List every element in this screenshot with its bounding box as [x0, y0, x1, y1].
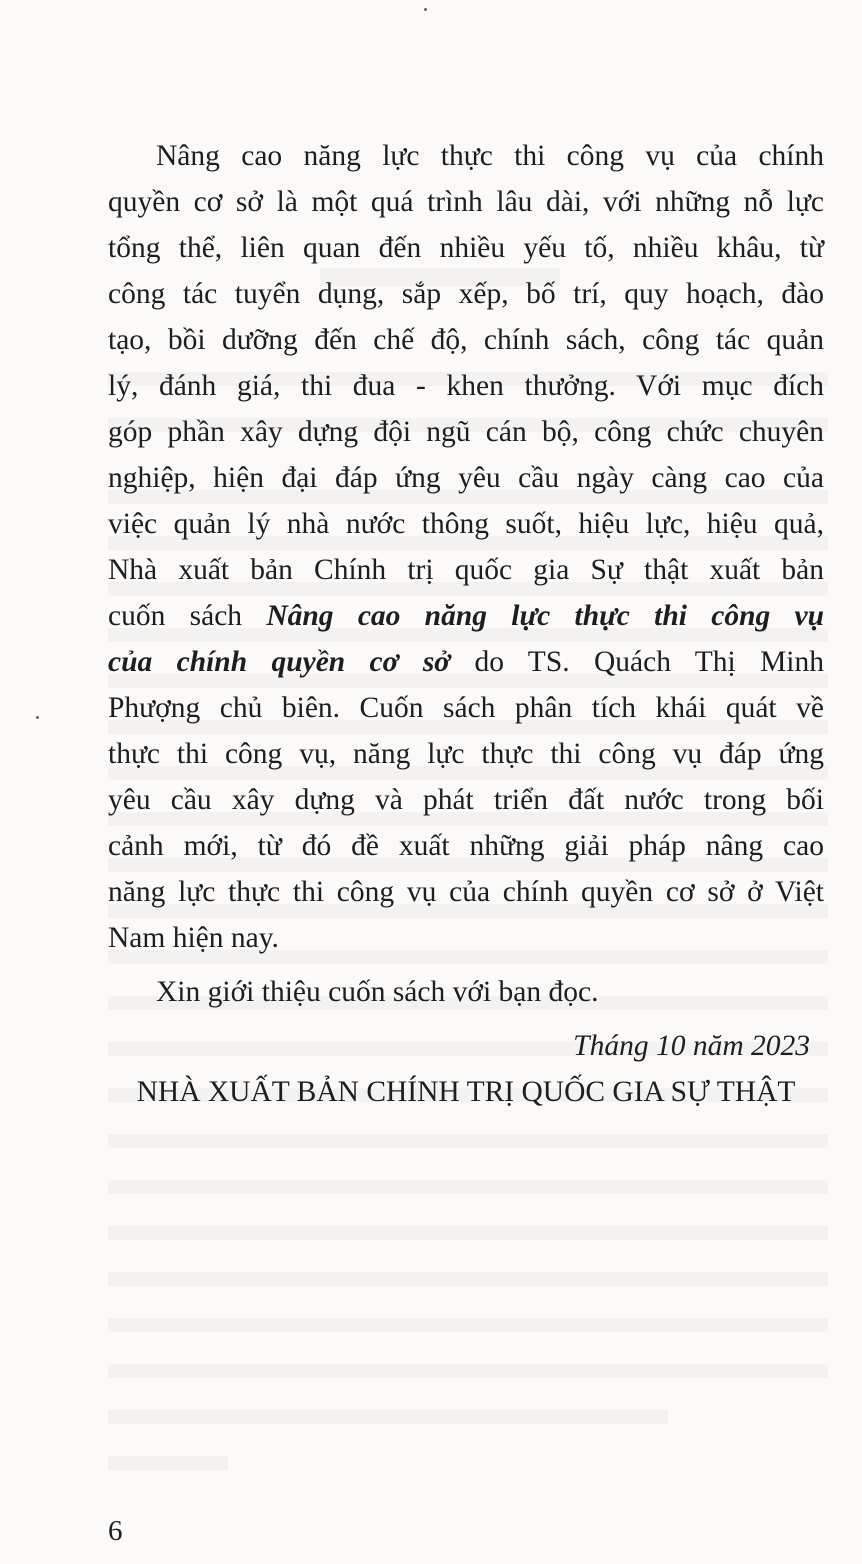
page-body [108, 133, 824, 1115]
text-line: Nam hiện nay. [108, 922, 279, 954]
closing-paragraph: Xin giới thiệu cuốn sách với bạn đọc. [156, 976, 599, 1008]
book-title-part2: của chính quyền cơ sở [108, 646, 451, 678]
text-line: lý, đánh giá, thi đua - khen thưởng. Với mục đích [108, 370, 824, 402]
text-line: năng lực thực thi công vụ của chính quyền cơ sở ở Việt [108, 876, 824, 908]
text-line: Nhà xuất bản Chính trị quốc gia Sự thật xuất bản [108, 554, 824, 586]
text-line: Phượng chủ biên. Cuốn sách phân tích khái quát về [108, 692, 824, 724]
text-line: công tác tuyển dụng, sắp xếp, bố trí, quy hoạch, đào [108, 278, 824, 310]
text-fragment: do TS. Quách Thị Minh [450, 646, 824, 678]
text-line [108, 639, 824, 685]
text-line: tổng thể, liên quan đến nhiều yếu tố, nhiều khâu, từ [108, 232, 824, 264]
scan-speck [424, 8, 427, 11]
publisher-signature: NHÀ XUẤT BẢN CHÍNH TRỊ QUỐC GIA SỰ THẬT [136, 1076, 796, 1108]
text-line: góp phần xây dựng đội ngũ cán bộ, công chức chuyên [108, 416, 824, 448]
text-line: tạo, bồi dưỡng đến chế độ, chính sách, công tác quản [108, 324, 824, 356]
scan-speck [36, 716, 39, 719]
text-line: Nâng cao năng lực thực thi công vụ của chính [156, 140, 824, 172]
date-line: Tháng 10 năm 2023 [573, 1030, 810, 1062]
text-line [108, 593, 824, 639]
text-line: nghiệp, hiện đại đáp ứng yêu cầu ngày càng cao của [108, 462, 824, 494]
text-line: yêu cầu xây dựng và phát triển đất nước trong bối [108, 784, 824, 816]
text-fragment: cuốn sách [108, 600, 267, 632]
text-line: cảnh mới, từ đó đề xuất những giải pháp nâng cao [108, 830, 824, 862]
page-number: 6 [108, 1515, 123, 1547]
text-line: quyền cơ sở là một quá trình lâu dài, với những nỗ lực [108, 186, 824, 218]
text-line: việc quản lý nhà nước thông suốt, hiệu lực, hiệu quả, [108, 508, 824, 540]
book-title-part1: Nâng cao năng lực thực thi công vụ [266, 600, 825, 632]
text-line: thực thi công vụ, năng lực thực thi công vụ đáp ứng [108, 738, 824, 770]
